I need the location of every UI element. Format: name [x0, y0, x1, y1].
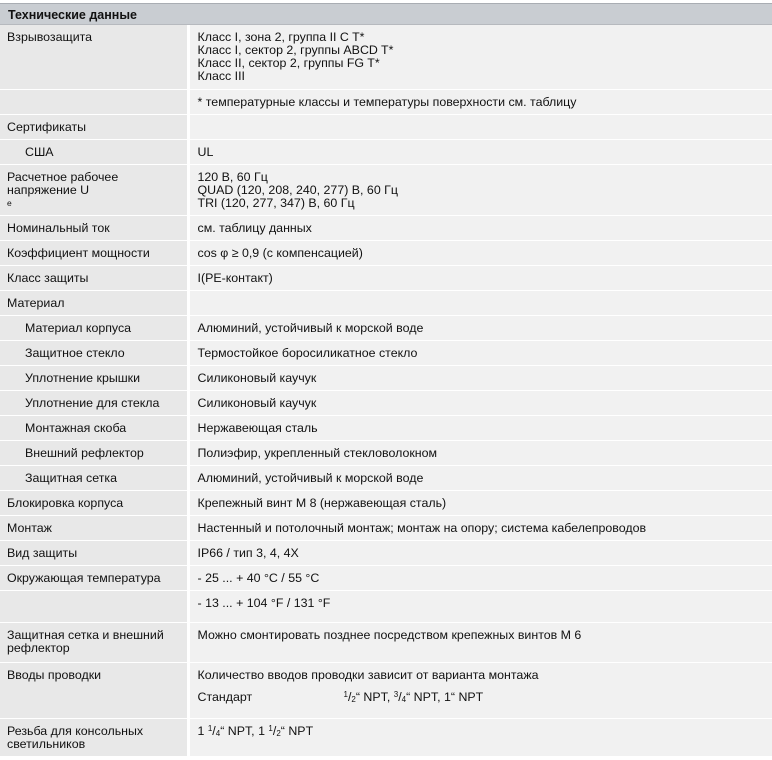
size-suffix: “ NPT [450, 689, 484, 704]
fraction-numerator: 3 [393, 689, 399, 699]
table-row [0, 114, 772, 139]
row-label: Вид защиты [0, 540, 188, 565]
size-suffix: “ NPT, [355, 689, 394, 704]
row-value: IP66 / тип 3, 4, 4X [188, 540, 772, 565]
grid-reflector-label [0, 622, 188, 662]
row-label: Монтажная скоба [0, 415, 188, 440]
size-whole: 1 [197, 723, 208, 738]
table-row [0, 590, 772, 622]
table-row [0, 139, 772, 164]
section-header: Технические данные [0, 3, 772, 25]
row-value: Термостойкое боросиликатное стекло [188, 340, 772, 365]
table-row [0, 540, 772, 565]
table-row [0, 265, 772, 290]
row-value: см. таблицу данных [188, 215, 772, 240]
fraction-numerator: 1 [268, 723, 273, 733]
row-value: cos φ ≥ 0,9 (с компенсацией) [188, 240, 772, 265]
row-label: Монтаж [0, 515, 188, 540]
voltage-subscript: e [7, 197, 12, 208]
entries-note: Количество вводов проводки зависит от варианта монтажа [197, 667, 539, 682]
size-whole: 1 [443, 689, 451, 704]
row-value: - 13 ... + 104 °F / 131 °F [188, 590, 772, 622]
row-value: Силиконовый каучук [188, 365, 772, 390]
table-row [0, 415, 772, 440]
table-row [0, 662, 772, 718]
size-whole: 1 [258, 723, 269, 738]
explosion-line: Класс I, сектор 2, группы ABCD T* [197, 43, 394, 57]
row-value-empty [188, 290, 772, 315]
table-row [0, 25, 772, 89]
table-row [0, 622, 772, 662]
tech-data-table [0, 25, 772, 757]
size-suffix: “ NPT [280, 723, 314, 738]
table-row [0, 490, 772, 515]
table-row [0, 340, 772, 365]
explosion-values [188, 25, 772, 89]
fraction-denominator: 2 [351, 694, 356, 704]
table-row [0, 89, 772, 114]
row-label: Защитная сетка [0, 465, 188, 490]
row-label-empty [0, 590, 188, 622]
fraction-numerator: 1 [343, 689, 348, 699]
label-line: светильников [7, 736, 86, 751]
voltage-label-line: Расчетное рабочее [7, 169, 119, 184]
size-suffix: “ NPT, [220, 723, 259, 738]
row-label: Внешний рефлектор [0, 440, 188, 465]
fraction-denominator: 4 [215, 728, 221, 738]
row-label: Взрывозащита [0, 25, 188, 89]
row-value: Полиэфир, укрепленный стекловолокном [188, 440, 772, 465]
explosion-line: Класс II, сектор 2, группы FG T* [197, 56, 380, 70]
row-label: Уплотнение для стекла [0, 390, 188, 415]
row-label: Материал [0, 290, 188, 315]
row-label: Защитное стекло [0, 340, 188, 365]
table-row [0, 365, 772, 390]
fraction-denominator: 4 [401, 694, 407, 704]
label-line: рефлектор [7, 640, 70, 655]
explosion-line: Класс I, зона 2, группа II C T* [197, 30, 365, 44]
size-suffix: “ NPT, [406, 689, 444, 704]
row-label: Окружающая температура [0, 565, 188, 590]
table-row [0, 315, 772, 340]
row-value: Алюминий, устойчивый к морской воде [188, 465, 772, 490]
row-label: Коэффициент мощности [0, 240, 188, 265]
voltage-label-text: напряжение U [7, 182, 90, 197]
row-value: Алюминий, устойчивый к морской воде [188, 315, 772, 340]
row-value: Настенный и потолочный монтаж; монтаж на опору; система кабелепроводов [188, 515, 772, 540]
thread-label [0, 718, 188, 756]
row-label: Уплотнение крышки [0, 365, 188, 390]
row-value: UL [188, 139, 772, 164]
row-label-empty [0, 89, 188, 114]
table-row [0, 240, 772, 265]
row-value: I(PE-контакт) [188, 265, 772, 290]
table-row [0, 390, 772, 415]
row-label: Материал корпуса [0, 315, 188, 340]
row-label: Номинальный ток [0, 215, 188, 240]
standard-row [198, 691, 769, 704]
thread-value: 1 $^1/_4“$ NPT, 1 $^1/_2“$ NPT [188, 718, 772, 756]
entries-values [188, 662, 772, 718]
row-value: - 25 ... + 40 °C / 55 °C [188, 565, 772, 590]
label-line: Защитная сетка и внешний [7, 627, 164, 642]
table-row [0, 290, 772, 315]
row-label: Блокировка корпуса [0, 490, 188, 515]
explosion-line: Класс III [197, 69, 245, 83]
table-row [0, 565, 772, 590]
voltage-line: TRI (120, 277, 347) В, 60 Гц [197, 195, 355, 210]
row-label: США [0, 139, 188, 164]
voltage-values [188, 164, 772, 215]
standard-sizes: $^1/_2“$ NPT, $^3/_4“$ NPT, 1“ NPT [343, 689, 484, 704]
table-row [0, 465, 772, 490]
row-label: Класс защиты [0, 265, 188, 290]
table-row [0, 215, 772, 240]
fraction-denominator: 2 [276, 728, 281, 738]
table-row [0, 718, 772, 756]
voltage-line: QUAD (120, 208, 240, 277) В, 60 Гц [197, 182, 398, 197]
row-value: Можно смонтировать позднее посредством крепежных винтов M 6 [188, 622, 772, 662]
voltage-line: 120 В, 60 Гц [197, 169, 268, 184]
table-row [0, 440, 772, 465]
row-value: Силиконовый каучук [188, 390, 772, 415]
table-row [0, 164, 772, 215]
row-label: Вводы проводки [0, 662, 188, 718]
voltage-label [0, 164, 188, 215]
fraction-numerator: 1 [207, 723, 213, 733]
row-value: Нержавеющая сталь [188, 415, 772, 440]
table-row [0, 515, 772, 540]
footnote: * температурные классы и температуры поверхности см. таблицу [188, 89, 772, 114]
label-line: Резьба для консольных [7, 723, 144, 738]
row-label: Сертификаты [0, 114, 188, 139]
standard-label: Стандарт [197, 689, 253, 704]
row-value-empty [188, 114, 772, 139]
voltage-label-line2 [7, 184, 181, 210]
row-value: Крепежный винт M 8 (нержавеющая сталь) [188, 490, 772, 515]
